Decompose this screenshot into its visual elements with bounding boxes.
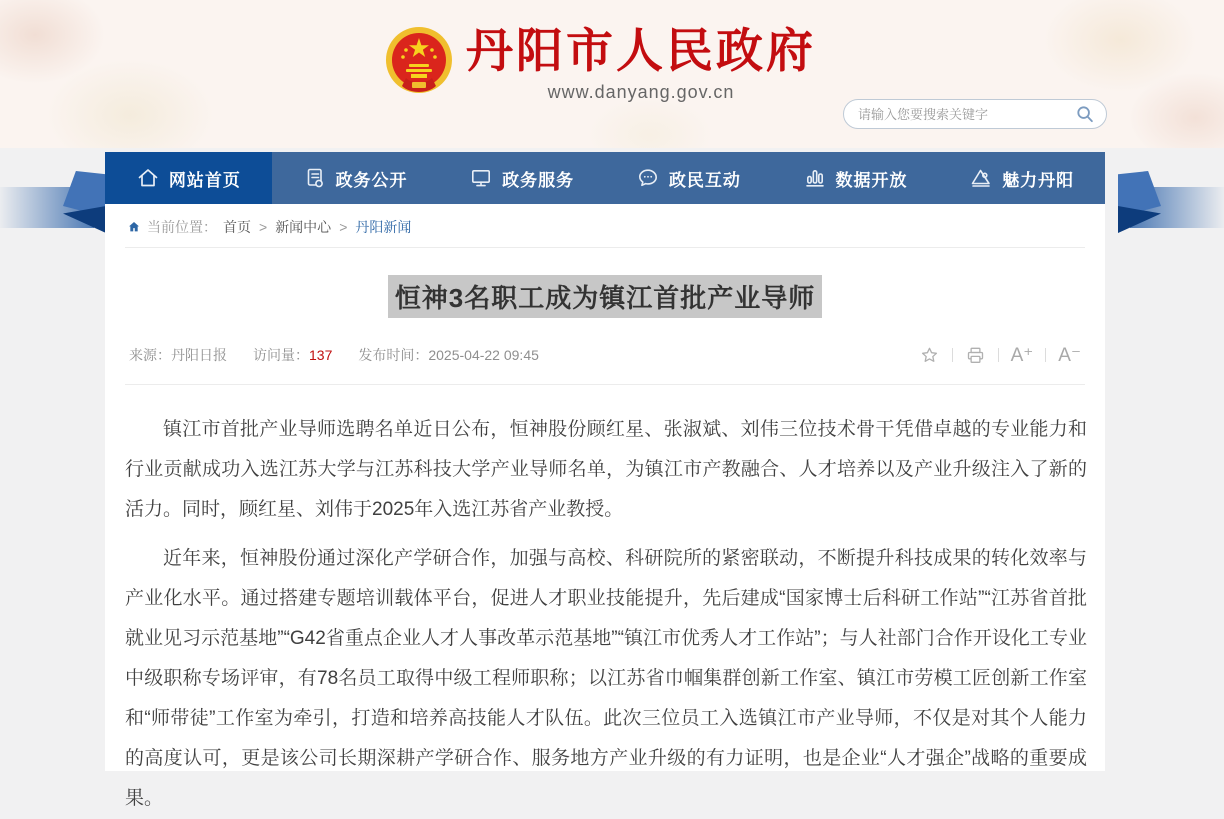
search-input[interactable]: [858, 107, 1074, 122]
tool-separator: [1045, 348, 1046, 362]
divider: [125, 247, 1085, 248]
nav-item-home[interactable]: [105, 152, 272, 204]
site-url: www.danyang.gov.cn: [547, 82, 735, 103]
nav-item-label: 数据开放: [835, 170, 908, 190]
article-paragraph: 镇江市首批产业导师选聘名单近日公布，恒神股份顾红星、张淑斌、刘伟三位技术骨干凭借卓越的专业能力和行业贡献成功入选江苏大学与江苏科技大学产业导师名单，为镇江市产教融合、人才培养以及产业升级注入了新的活力。同时，顾红星、刘伟于2025年入选江苏省产业教授。: [125, 419, 1087, 520]
article-title: 恒神3名职工成为镇江首批产业导师: [388, 275, 822, 318]
nav-item-interaction[interactable]: [605, 152, 772, 204]
main-nav: [105, 152, 1105, 204]
article-body: [105, 385, 1105, 819]
favorite-star-icon[interactable]: [919, 345, 940, 366]
site-header: [0, 0, 1224, 148]
article-publish-time: 发布时间：2025-04-22 09:45: [358, 347, 539, 363]
home-icon: [136, 166, 160, 190]
breadcrumb-label: 当前位置：: [147, 219, 217, 235]
breadcrumb-item-danyang-news[interactable]: 丹阳新闻: [355, 219, 412, 235]
nav-item-open-data[interactable]: [772, 152, 939, 204]
scenery-icon: [969, 166, 993, 190]
article-paragraph: 近年来，恒神股份通过深化产学研合作，加强与高校、科研院所的紧密联动，不断提升科技成果的转化效率与产业化水平。通过搭建专题培训载体平台，促进人才职业技能提升，先后建成“国家博士后科研工作站”“江苏省首批就业见习示范基地”“G42省重点企业人才人事改革示范基地”“镇江市优秀人才工作站”；与人社部门合作开设化工专业中级职称专场评审，有78名员工取得中级工程师职称；以江苏省巾帼集群创新工作室、镇江市劳模工匠创新工作室和“师带徒”工作室为牵引，打造和培养高技能人才队伍。此次三位员工入选镇江市产业导师，不仅是对其个人能力的高度认可，更是该公司长期深耕产学研合作、服务地方产业升级的有力证明，也是企业“人才强企”战略的重要成果。: [125, 548, 1087, 809]
article-meta-row: [129, 343, 1081, 367]
document-icon: [303, 166, 327, 190]
search-box: [843, 99, 1107, 129]
bar-chart-icon: [803, 166, 827, 190]
search-icon[interactable]: [1074, 103, 1096, 125]
article-source: 来源：丹阳日报: [129, 347, 227, 363]
nav-item-label: 政民互动: [668, 170, 741, 190]
breadcrumb: [105, 204, 1105, 247]
nav-item-gov-services[interactable]: [438, 152, 605, 204]
breadcrumb-separator: >: [339, 219, 348, 235]
tool-separator: [952, 348, 953, 362]
nav-item-label: 网站首页: [168, 170, 241, 190]
font-decrease-button[interactable]: A⁻: [1058, 344, 1081, 366]
printer-icon[interactable]: [965, 345, 986, 366]
nav-item-charm-danyang[interactable]: [938, 152, 1105, 204]
national-emblem-icon: [382, 24, 456, 100]
nav-item-gov-info[interactable]: [272, 152, 439, 204]
article-tools: [919, 344, 1081, 367]
breadcrumb-separator: >: [259, 219, 268, 235]
chat-icon: [636, 166, 660, 190]
nav-item-label: 魅力丹阳: [1002, 170, 1075, 190]
monitor-icon: [469, 166, 493, 190]
site-logo[interactable]: [382, 24, 816, 103]
site-name: 丹阳市人民政府: [465, 24, 816, 77]
content-card: [105, 204, 1105, 809]
breadcrumb-home-icon: [127, 220, 141, 234]
font-increase-button[interactable]: A⁺: [1010, 344, 1034, 366]
breadcrumb-item-news-center[interactable]: 新闻中心: [275, 219, 332, 235]
nav-item-label: 政务公开: [335, 170, 408, 190]
breadcrumb-item-home[interactable]: 首页: [223, 219, 251, 235]
visits-count: 137: [309, 347, 333, 363]
nav-item-label: 政务服务: [502, 170, 575, 190]
article-visits: 访问量：137: [253, 347, 333, 363]
tool-separator: [998, 348, 999, 362]
